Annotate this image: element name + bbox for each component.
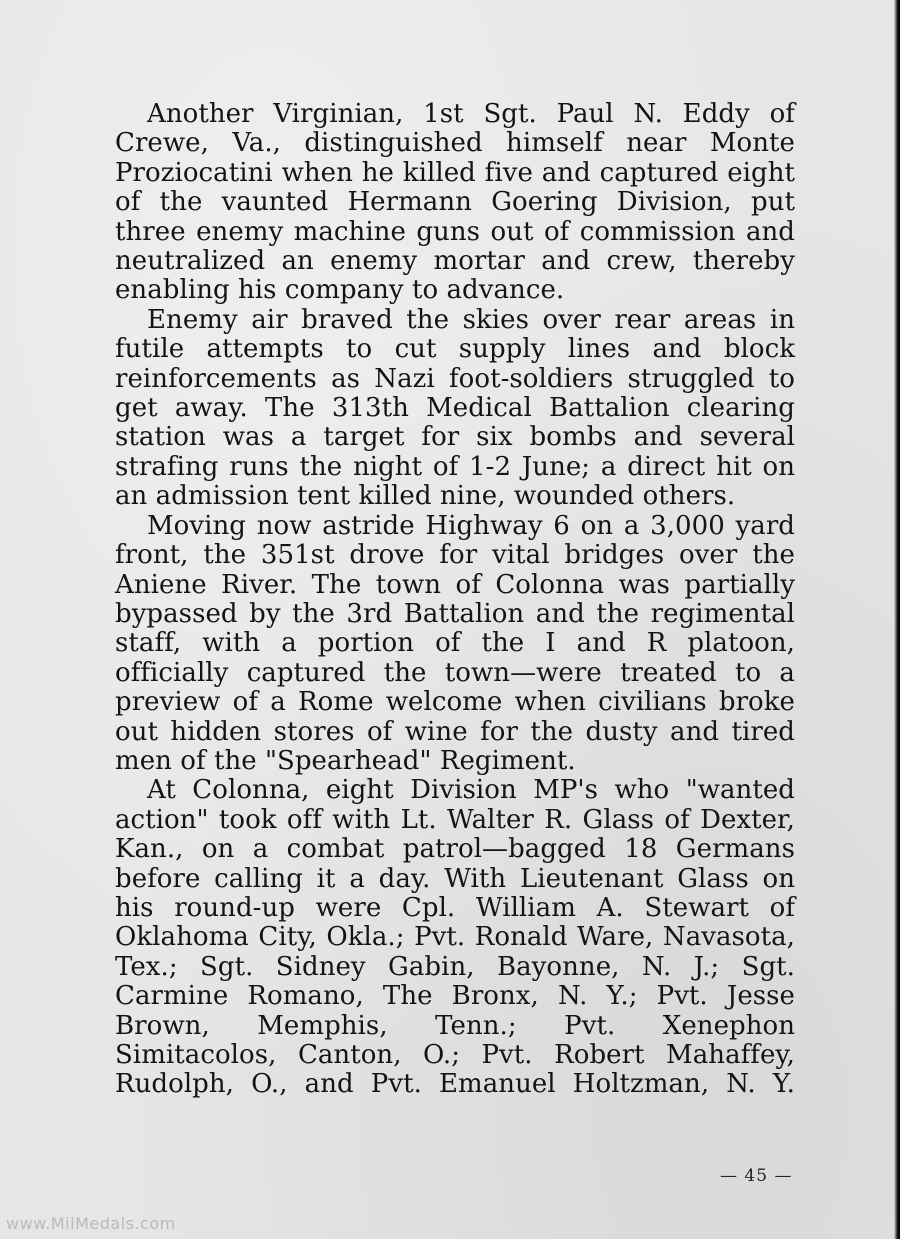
body-text <box>115 100 795 1100</box>
watermark: www.MilMedals.com <box>6 1214 176 1233</box>
paragraph-eddy: Another Virginian, 1st Sgt. Paul N. Eddy of Crewe, Va., distinguished himself near Monte Proziocatini when he killed five and captured eight of the vaunted Hermann Goering Division, put three enemy machine guns out of commission and neutralized an enemy mortar and crew, thereby enabling his company to advance. <box>115 99 795 306</box>
paragraph-mp-patrol: At Colonna, eight Division MP's who "wanted action" took off with Lt. Walter R. Glass of Dexter, Kan., on a combat patrol—bagged 18 Germans before calling it a day. With Lieutenant Glass on his round-up were Cpl. William A. Stewart of Oklahoma City, Okla.; Pvt. Ronald Ware, Navasota, Tex.; Sgt. Sidney Gabin, Bayonne, N. J.; Sgt. Carmine Romano, The Bronx, N. Y.; Pvt. Jesse Brown, Memphis, Tenn.; Pvt. Xenephon Simitacolos, Canton, O.; Pvt. Robert Mahaffey, Rudolph, O., and Pvt. Emanuel Holtzman, N. Y. <box>115 775 795 1100</box>
paragraph-enemy-air: Enemy air braved the skies over rear areas in futile attempts to cut supply lines and block reinforcements as Nazi foot-soldiers struggled to get away. The 313th Medical Battalion clearing station was a target for six bombs and several strafing runs the night of 1-2 June; a direct hit on an admission tent killed nine, wounded others. <box>115 304 795 512</box>
page-number: — 45 — <box>720 1166 793 1186</box>
page-edge-shadow <box>894 0 900 1239</box>
paragraph-colonna-advance: Moving now astride Highway 6 on a 3,000 yard front, the 351st drove for vital bridges over the Aniene River. The town of Colonna was partially bypassed by the 3rd Battalion and the regimental staff, with a portion of the I and R platoon, officially captured the town—were treated to a preview of a Rome welcome when civilians broke out hidden stores of wine for the dusty and tired men of the "Spearhead" Regiment. <box>115 510 795 776</box>
